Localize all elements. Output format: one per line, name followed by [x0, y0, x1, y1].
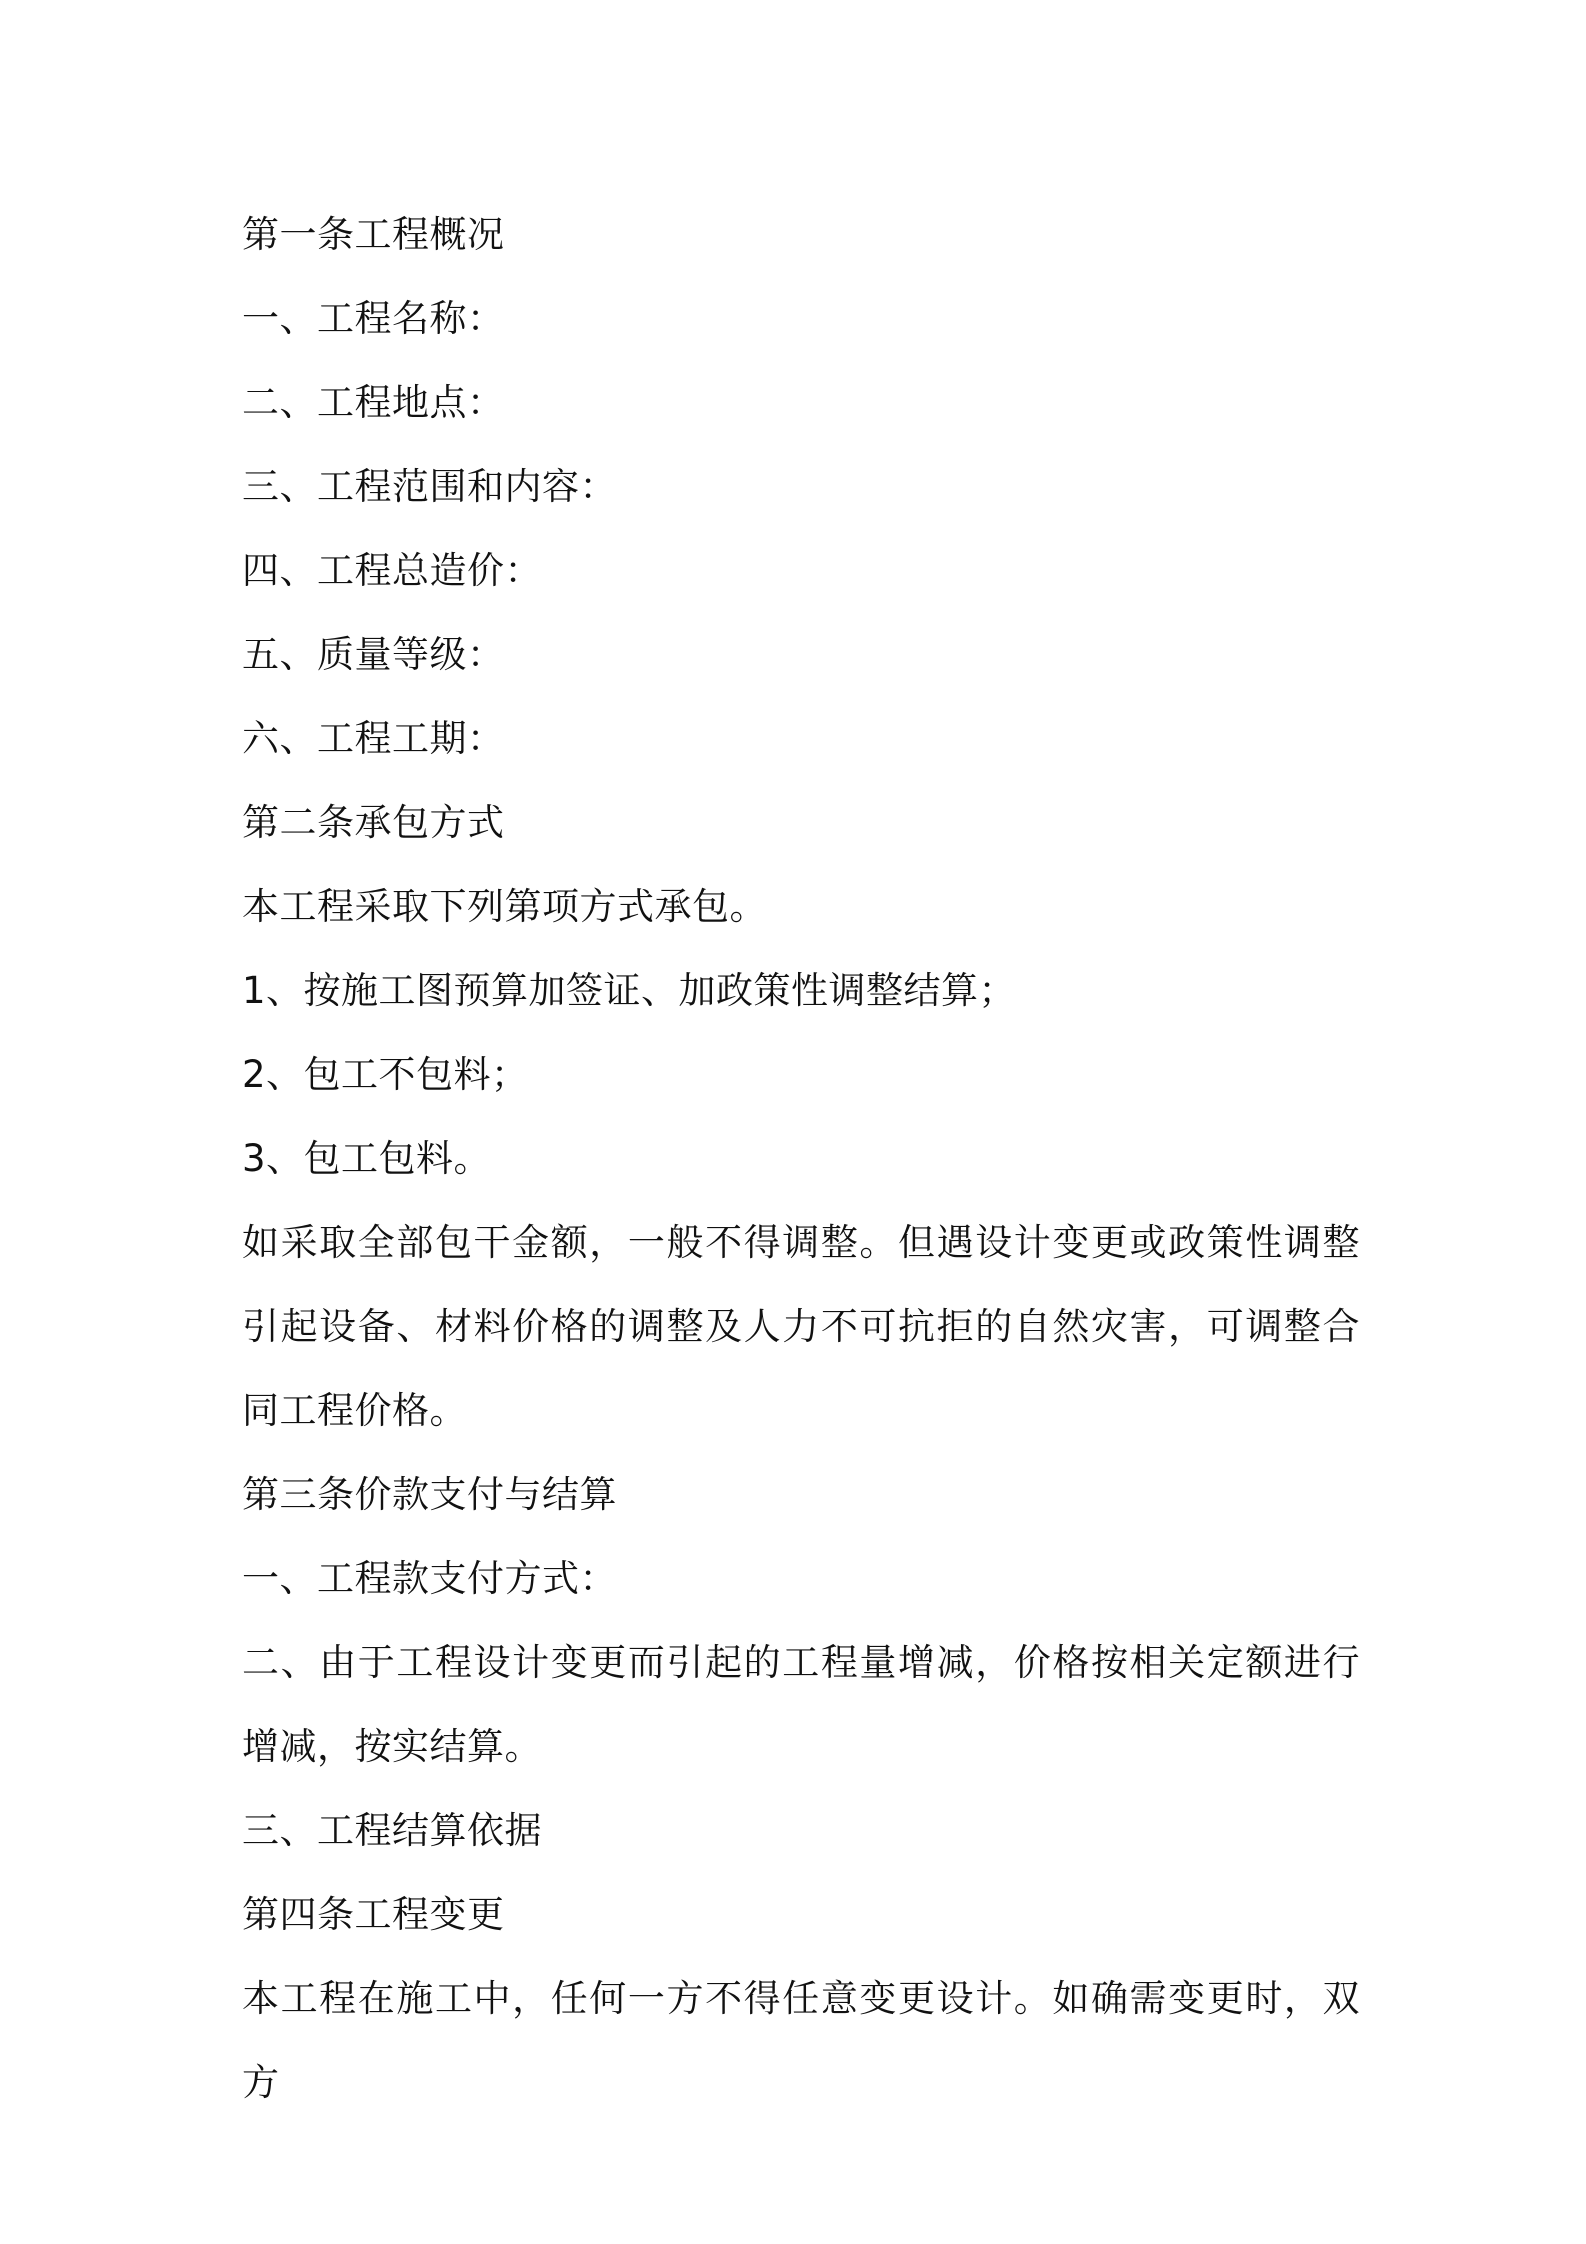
article-2-heading: 第二条承包方式 — [242, 801, 505, 844]
project-scope-line: 三、工程范围和内容： — [242, 465, 617, 508]
settlement-basis-line: 三、工程结算依据 — [242, 1809, 542, 1852]
project-duration-line: 六、工程工期： — [242, 717, 505, 760]
article-1-heading: 第一条工程概况 — [242, 213, 505, 256]
project-location-line: 二、工程地点： — [242, 381, 505, 424]
lump-sum-adjustment-paragraph: 如采取全部包干金额，一般不得调整。但遇设计变更或政策性调整引起设备、材料价格的调整及人力不可抗拒的自然灾害，可调整合同工程价格。 — [242, 1221, 1360, 1432]
article-4-heading: 第四条工程变更 — [242, 1893, 505, 1936]
contract-method-option-3: 3、包工包料。 — [242, 1137, 492, 1180]
project-total-cost-line: 四、工程总造价： — [242, 549, 542, 592]
contract-method-option-1: 1、按施工图预算加签证、加政策性调整结算； — [242, 969, 1017, 1012]
document-body — [242, 193, 1360, 2125]
quantity-change-paragraph: 二、由于工程设计变更而引起的工程量增减，价格按相关定额进行增减，按实结算。 — [242, 1641, 1360, 1768]
design-change-paragraph: 本工程在施工中，任何一方不得任意变更设计。如确需变更时，双方 — [242, 1977, 1360, 2104]
payment-method-line: 一、工程款支付方式： — [242, 1557, 617, 1600]
contract-method-option-2: 2、包工不包料； — [242, 1053, 529, 1096]
article-3-heading: 第三条价款支付与结算 — [242, 1473, 617, 1516]
quality-grade-line: 五、质量等级： — [242, 633, 505, 676]
contract-method-intro: 本工程采取下列第项方式承包。 — [242, 885, 767, 928]
project-name-line: 一、工程名称： — [242, 297, 505, 340]
